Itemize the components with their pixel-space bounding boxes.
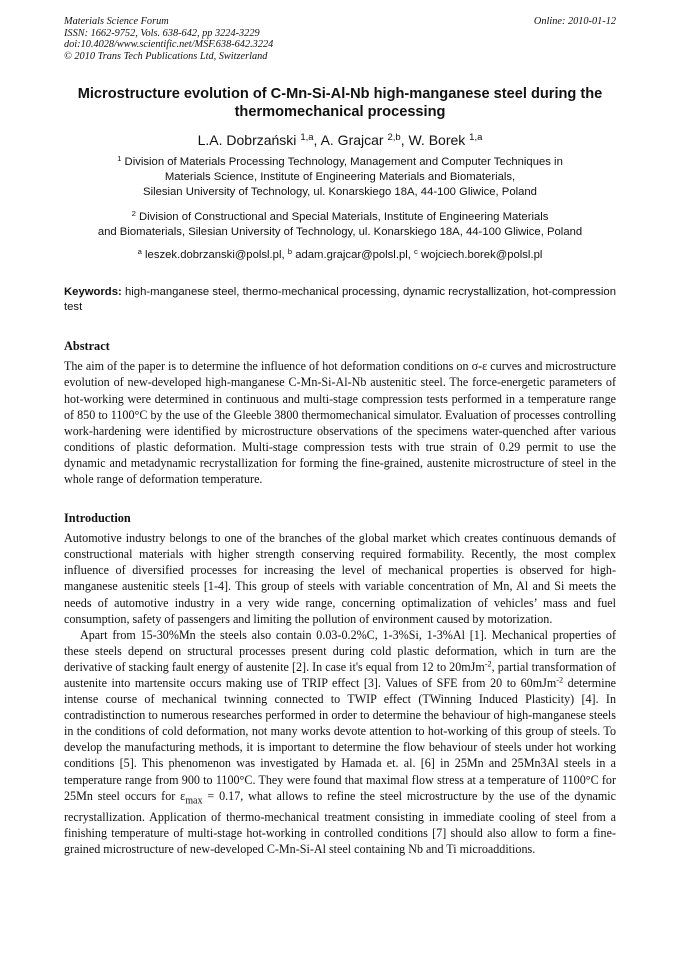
doi-line: doi:10.4028/www.scientific.net/MSF.638-642.3224 [64,39,274,51]
intro-text-segment: = 0.17, what allows to refine the steel microstructure by the use of the dynamic recrystallization. Application of thermo-mechanical treatment consisting in immediate cooling of steel from a finishing temperature of multi-stage hot-working in controlled conditions [7] should also allow to form a fine-grained microstructure of new-developed C-Mn-Si-Al steel containing Nb and Ti microadditions. [64,788,616,857]
email-mark: a [137,247,142,257]
affiliation-line: and Biomaterials, Silesian University of Technology, ul. Konarskiego 18A, 44-100 Gliwice, Poland [97,226,583,239]
intro-text-segment: , partial transformation of austenite into martensite occurs making use of TRIP effect [3]. Values of SFE from 20 to 60mJm [64,659,616,690]
author-name: W. Borek [408,132,466,149]
intro-text-segment: determine intense course of mechanical twinning connected to TWIP effect (TWinning Induced Plasticity) [4]. In contradistinction to numerous researches performed in order to determine the behaviour of high-manganese steels in the conditions of cold deformation, not many works devote attention to hot-working of this group of steels. To develop the manufacturing methods, it is important to determine the flow behaviour of steels under hot working conditions [5]. This phenomenon was investigated by Hamada et. al. [6] in 25Mn and 25Mn3Al steels in a temperature range from 900 to 1100°C. They were found that maximal flow stress at a temperature of 1100°C for 25Mn steel occurs for ε [64,675,616,803]
paper-page [64,16,616,857]
keywords-label: Keywords: [64,286,122,299]
abstract-text: The aim of the paper is to determine the influence of hot deformation conditions on σ-ε curves and microstructure evolution of new-developed high-manganese C-Mn-Si-Al-Nb austenitic steel. The force-energetic parameters of hot-working were determined in continuous and multi-stage compression tests performed in a temperature range of 850 to 1100°C by the use of the Gleeble 3800 thermomechanical simulator. Evaluation of processes controlling work-hardening were identified by microstructure observations of the specimens water-quenched after various conditions of plastic deformation. Multi-stage compression tests with true strain of 0.29 permit to use the dynamic and metadynamic recrystallization for forming the fine-grained, austenite microstructure of steel in the whole range of deformation temperature. [64,359,616,487]
affiliation-line: Division of Materials Processing Technology, Management and Computer Techniques in [124,156,563,169]
affiliation-line: Silesian University of Technology, ul. Konarskiego 18A, 44-100 Gliwice, Poland [143,186,537,199]
online-date: Online: 2010-01-12 [533,16,616,27]
paper-title: Microstructure evolution of C-Mn-Si-Al-Nb high-manganese steel during the thermomechanical processing [77,86,603,121]
affiliation-number: 2 [131,209,136,219]
exponent: -2 [556,675,564,685]
introduction-heading: Introduction [64,511,131,526]
journal-name: Materials Science Forum [64,16,169,27]
affiliation-1 [64,155,616,200]
abstract-heading: Abstract [64,339,110,354]
author-affiliation-mark: 1,a [469,132,483,144]
email-address: leszek.dobrzanski@polsl.pl [145,249,282,262]
intro-paragraph-1: Automotive industry belongs to one of the branches of the global market which creates continuous demands of constructional materials with higher strength conserving required formability. Recently, the most complex influence of diversified processes for increasing the level of mechanical properties is observed for high-manganese austenitic steels [1-4]. This group of steels with variable concentration of Mn, Al and Si meets the needs of automotive industry in a very wide range, concerning optimalization of vehicles’ mass and fuel consumption, safety of passengers and limiting the pollution of environment caused by motorization. [64,531,616,626]
affiliation-number: 1 [117,154,122,164]
intro-text-segment: Apart from 15-30%Mn the steels also contain 0.03-0.2%C, 1-3%Si, 1-3%Al [1]. Mechanical properties of these steels depend on structural processes present during cold plastic deformation, which in turn are the derivative of stacking fault energy of austenite [2]. In case it's equal from 12 to 20mJm [64,627,616,674]
author-affiliation-mark: 1,a [300,132,314,144]
copyright-line: © 2010 Trans Tech Publications Ltd, Switzerland [64,50,268,62]
author-name: L.A. Dobrzański [197,132,297,149]
exponent: -2 [484,659,492,669]
journal-header [64,16,616,62]
email-address: adam.grajcar@polsl.pl [295,249,408,262]
subscript: max [185,795,203,807]
intro-paragraph-2 [64,627,616,858]
email-address: wojciech.borek@polsl.pl [421,249,543,262]
email-mark: b [287,247,293,257]
email-mark: c [414,247,418,257]
author-list: L.A. Dobrzański $^{1,a}$, A. Grajcar $^{2,b}$, W. Borek $^{1,a}$ [197,132,483,149]
affiliation-2 [64,210,616,240]
issn-line: ISSN: 1662-9752, Vols. 638-642, pp 3224-3229 [64,27,260,39]
affiliation-line: Materials Science, Institute of Engineering Materials and Biomaterials, [164,171,516,184]
author-name: A. Grajcar [320,132,384,149]
affiliation-line: Division of Constructional and Special Materials, Institute of Engineering Materials [139,211,549,224]
email-list: $^a$ leszek.dobrzanski@polsl.pl, $^b$ adam.grajcar@polsl.pl, $^c$ wojciech.borek@polsl.pl [137,247,543,262]
author-affiliation-mark: 2,b [387,132,401,144]
keywords [64,285,616,315]
keywords-text: high-manganese steel, thermo-mechanical processing, dynamic recrystallization, hot-compression test [64,286,617,314]
